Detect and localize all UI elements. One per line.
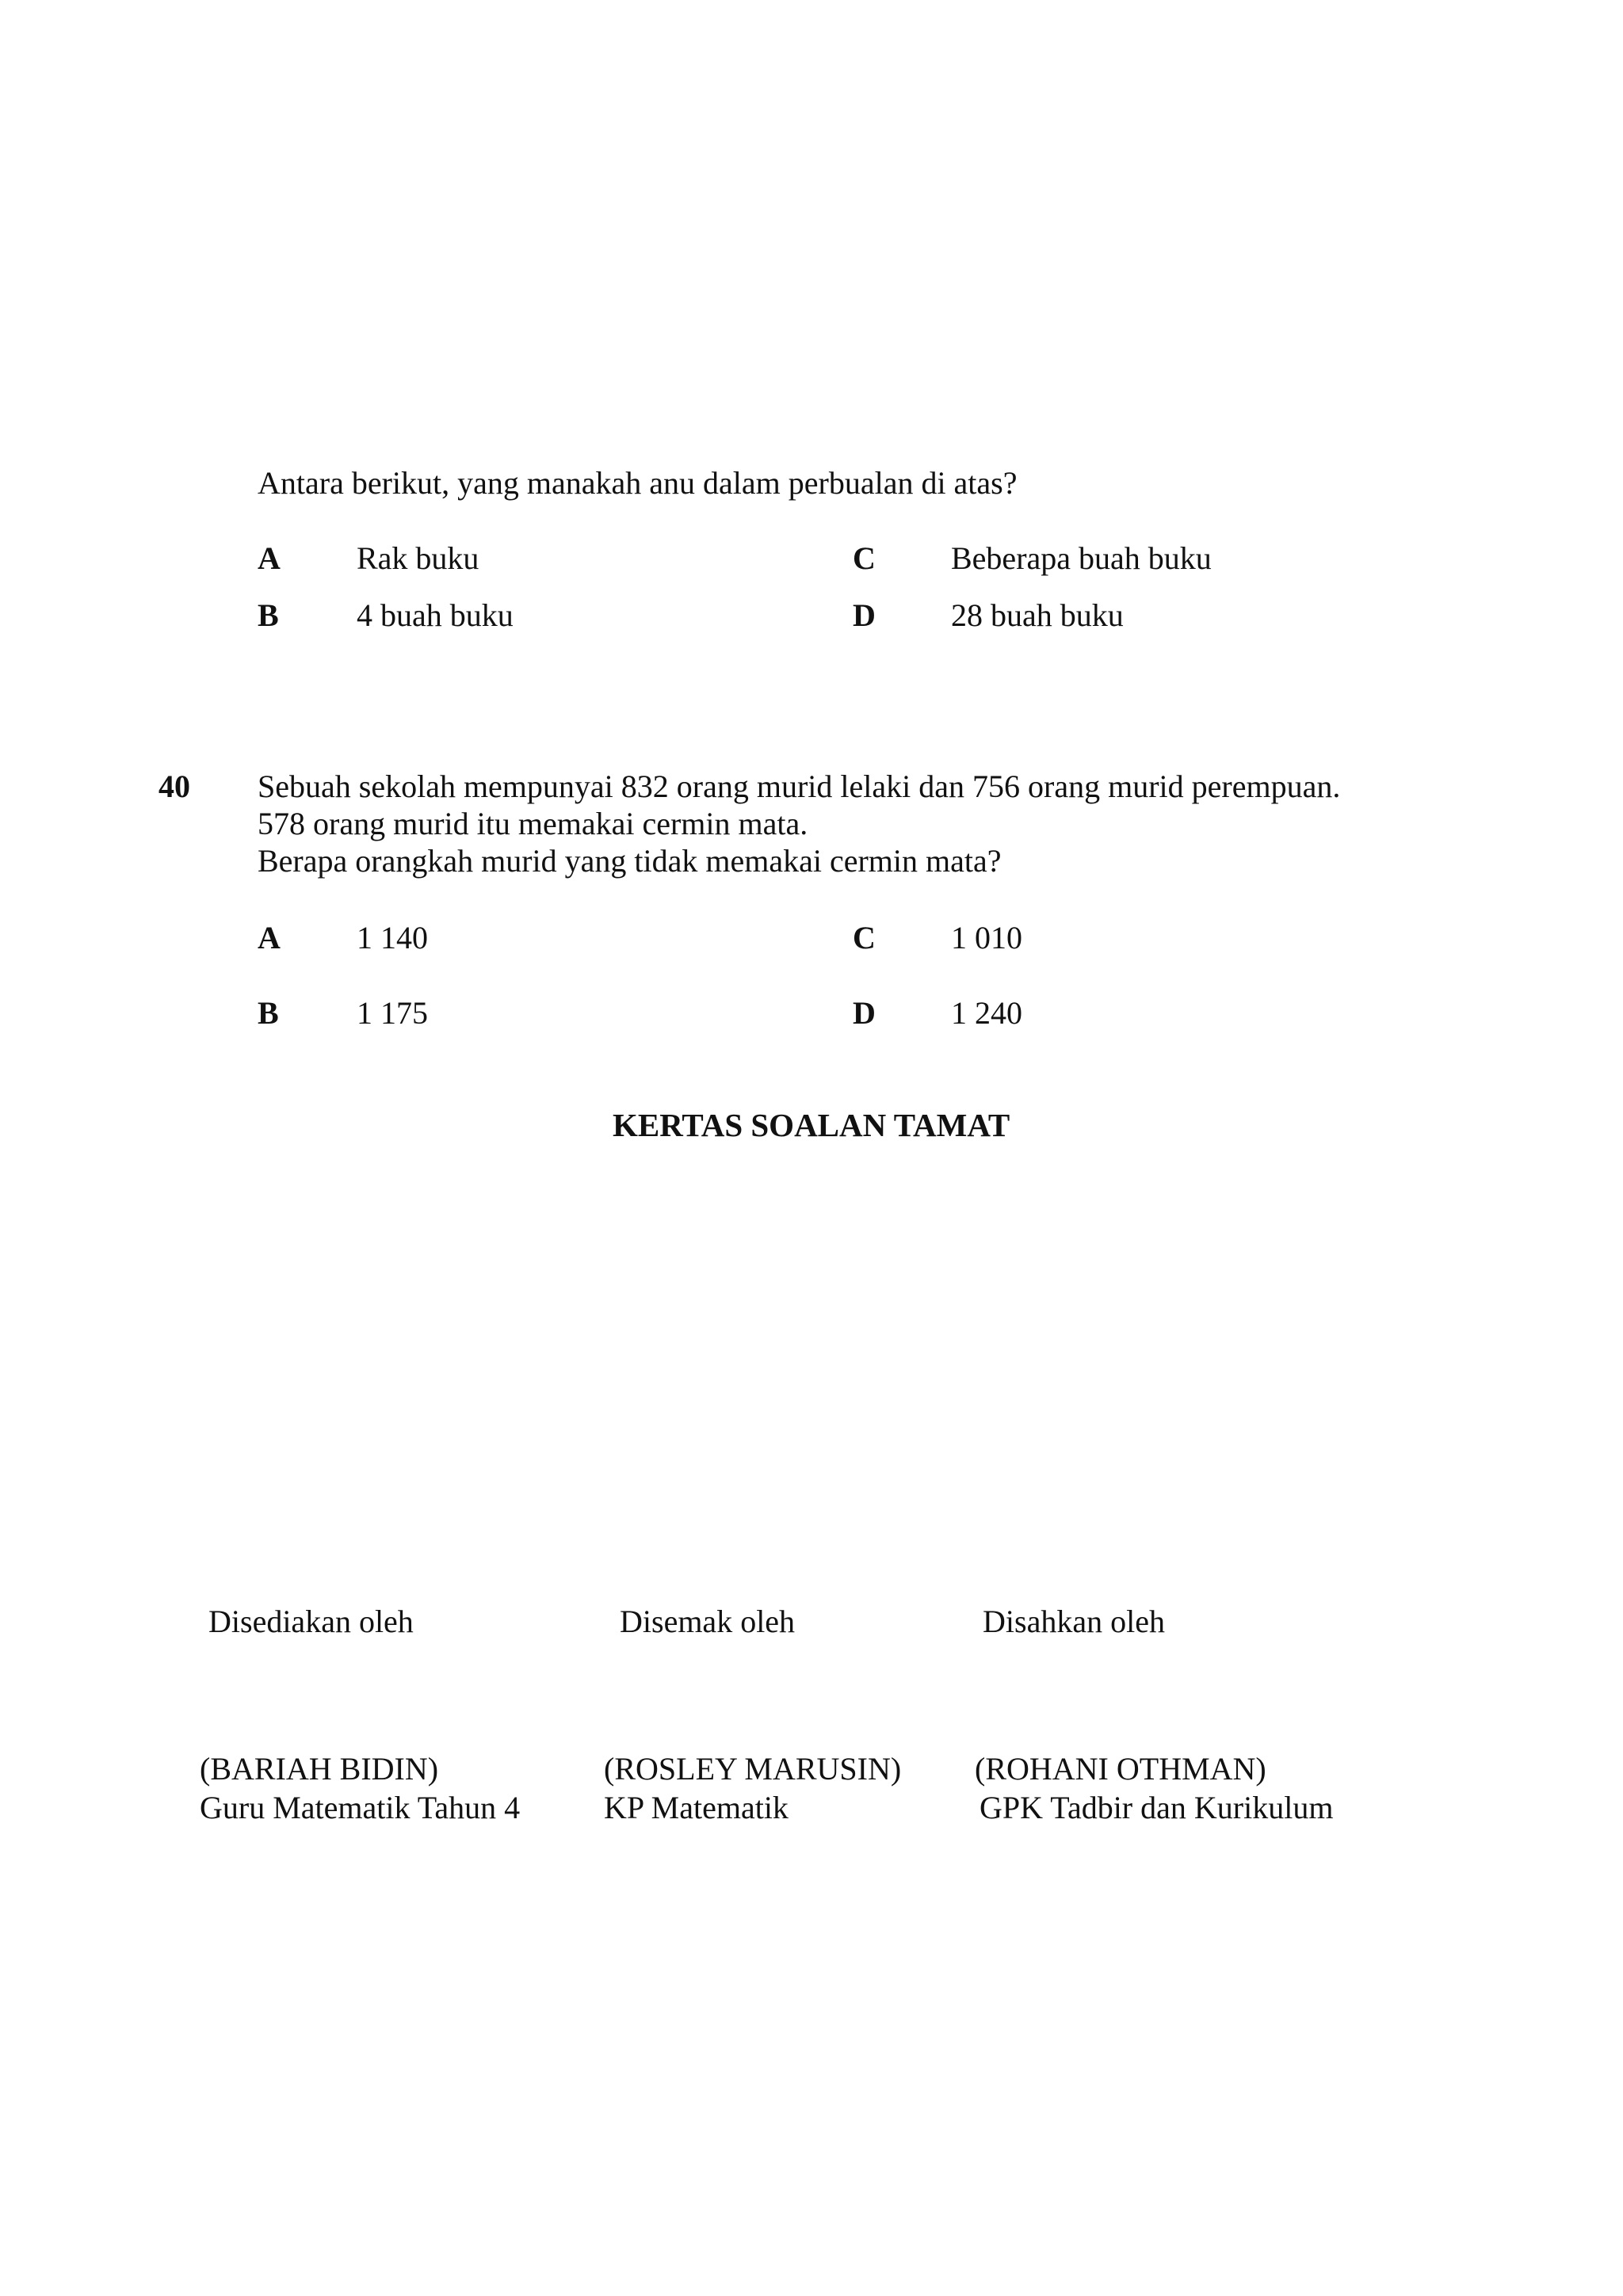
signature-title-prepared: Guru Matematik Tahun 4 [200,1790,521,1825]
signature-role-approved: Disahkan oleh [983,1604,1165,1639]
signature-name-approved: (ROHANI OTHMAN) [975,1751,1266,1787]
q39-option-a-letter: A [258,540,281,576]
q40-option-a-letter: A [258,920,281,955]
q40-option-d-text: 1 240 [951,995,1022,1031]
q39-option-a-text: Rak buku [357,540,479,576]
q39-option-b-letter: B [258,597,279,633]
q39-option-c-letter: C [853,540,876,576]
q40-option-c-letter: C [853,920,876,955]
signature-title-checked: KP Matematik [604,1790,789,1825]
signature-name-prepared: (BARIAH BIDIN) [200,1751,439,1787]
q39-option-d-text: 28 buah buku [951,597,1124,633]
q40-line-3: Berapa orangkah murid yang tidak memakai cermin mata? [258,843,1002,879]
signature-title-approved: GPK Tadbir dan Kurikulum [980,1790,1334,1825]
q39-prompt: Antara berikut, yang manakah anu dalam perbualan di atas? [258,465,1018,501]
q40-option-a-text: 1 140 [357,920,428,955]
signature-role-checked: Disemak oleh [620,1604,796,1639]
q40-option-d-letter: D [853,995,876,1031]
q39-option-c-text: Beberapa buah buku [951,540,1212,576]
q40-option-c-text: 1 010 [951,920,1022,955]
q39-option-d-letter: D [853,597,876,633]
q40-line-1: Sebuah sekolah mempunyai 832 orang murid lelaki dan 756 orang murid perempuan. [258,769,1341,804]
signature-name-checked: (ROSLEY MARUSIN) [604,1751,902,1787]
q40-line-2: 578 orang murid itu memakai cermin mata. [258,806,808,841]
q40-number: 40 [158,769,190,804]
q40-option-b-text: 1 175 [357,995,428,1031]
end-of-paper-heading: KERTAS SOALAN TAMAT [613,1107,1010,1143]
q40-option-b-letter: B [258,995,279,1031]
signature-role-prepared: Disediakan oleh [208,1604,414,1639]
q39-option-b-text: 4 buah buku [357,597,514,633]
